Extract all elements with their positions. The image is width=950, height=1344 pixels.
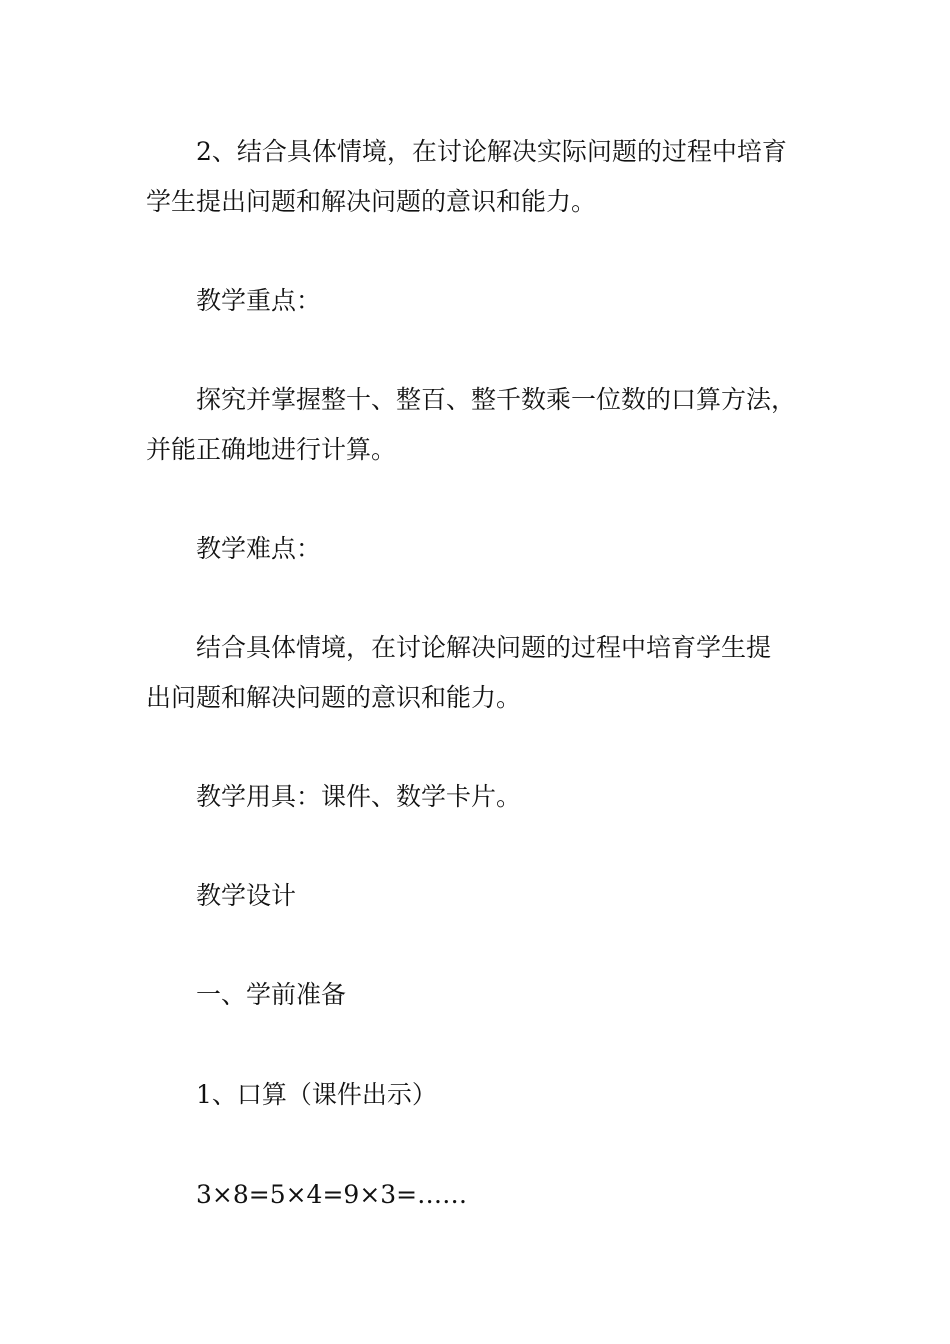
text-line: 2、结合具体情境，在讨论解决实际问题的过程中培育 (196, 137, 787, 166)
heading-key-point (146, 276, 816, 326)
text-line: 结合具体情境，在讨论解决问题的过程中培育学生提 (196, 633, 772, 662)
paragraph-tools (146, 772, 816, 822)
text-line: 探究并掌握整十、整百、整千数乘一位数的口算方法， (196, 385, 797, 414)
text-line: 教学用具：课件、数学卡片。 (196, 782, 522, 811)
text-line: 3×8=5×4=9×3=…… (196, 1180, 468, 1209)
paragraph-equations (146, 1170, 816, 1220)
text-line: 出问题和解决问题的意识和能力。 (146, 683, 522, 712)
paragraph-goal-2 (146, 127, 816, 227)
paragraph-difficulty (146, 623, 816, 723)
text-line: 并能正确地进行计算。 (146, 435, 397, 464)
text-line: 1、口算（课件出示） (196, 1080, 437, 1109)
paragraph-mental-math (146, 1070, 816, 1120)
heading-difficulty (146, 524, 816, 574)
heading-section-1 (146, 970, 816, 1020)
text-line: 一、学前准备 (196, 980, 347, 1009)
text-line: 教学难点： (196, 534, 322, 563)
paragraph-key-point (146, 375, 816, 475)
text-line: 学生提出问题和解决问题的意识和能力。 (146, 187, 597, 216)
text-line: 教学设计 (196, 881, 297, 910)
text-line: 教学重点： (196, 286, 322, 315)
heading-design (146, 871, 816, 921)
